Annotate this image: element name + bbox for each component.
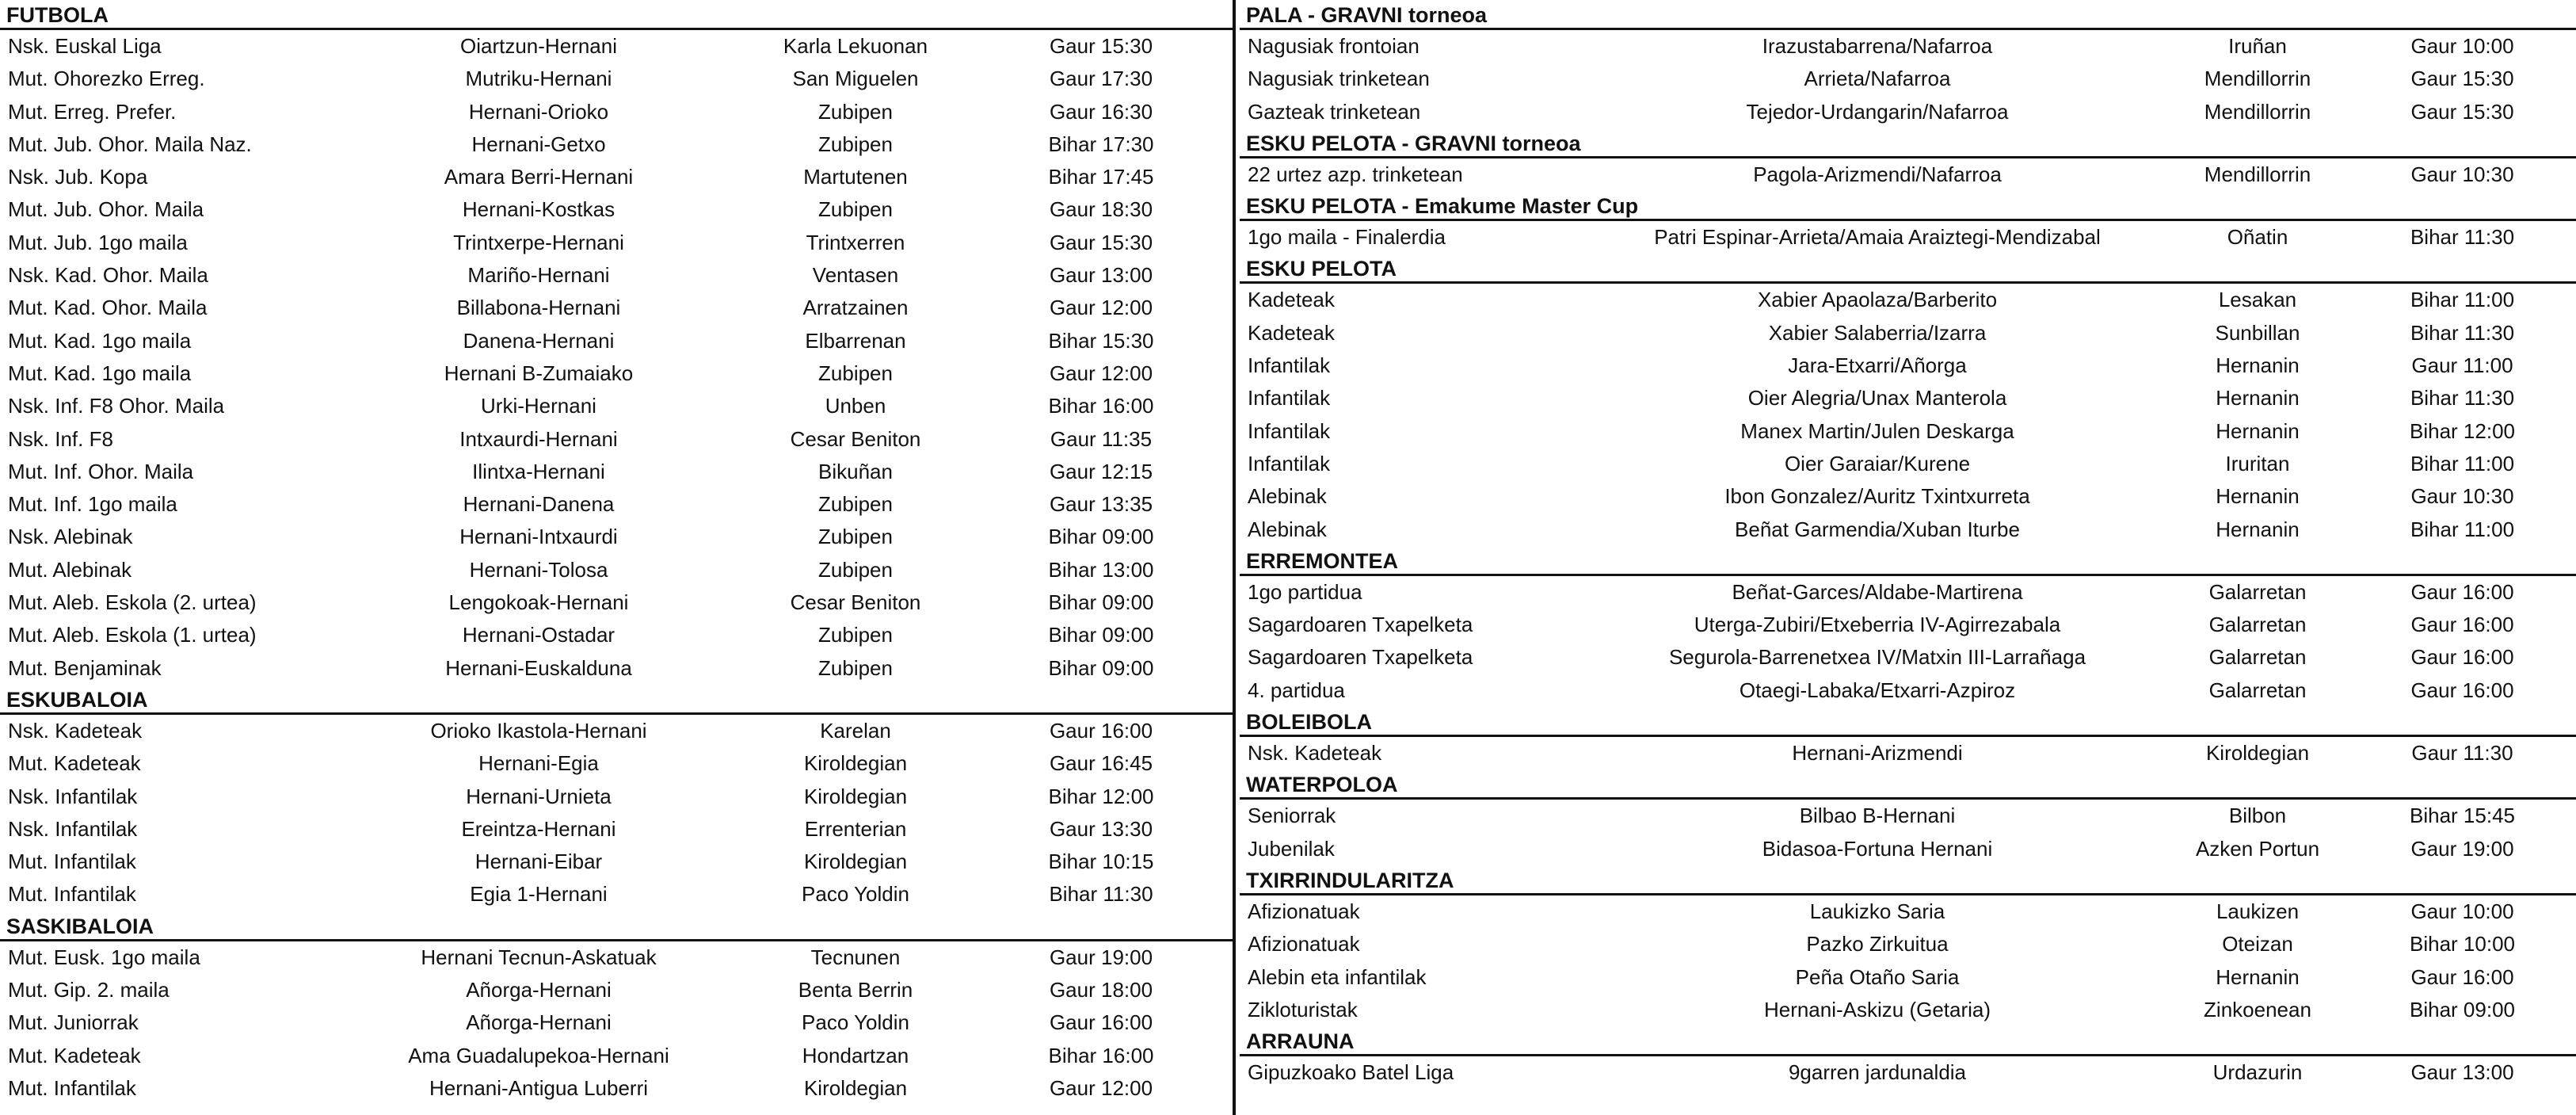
match-cell: Bilbao B-Hernani xyxy=(1799,804,1956,828)
time-cell: Gaur 15:30 xyxy=(2410,67,2514,91)
match-cell: Xabier Apaolaza/Barberito xyxy=(1757,288,1998,312)
time-cell: Gaur 10:00 xyxy=(2410,899,2514,923)
table-row xyxy=(0,1072,1233,1105)
venue-cell: Hondartzan xyxy=(802,1043,909,1067)
match-cell: Hernani-Kostkas xyxy=(462,197,615,222)
match-cell: Hernani B-Zumaiako xyxy=(444,361,634,385)
category-cell: Sagardoaren Txapelketa xyxy=(1248,613,1473,637)
category-cell: Mut. Aleb. Eskola (2. urtea) xyxy=(8,590,257,615)
table-row xyxy=(1240,448,2576,480)
venue-cell: Galarretan xyxy=(2208,645,2307,670)
venue-cell: Zubipen xyxy=(818,623,893,647)
category-cell: Nsk. Jub. Kopa xyxy=(8,165,148,189)
venue-cell: Galarretan xyxy=(2208,613,2307,637)
category-cell: Mut. Kad. 1go maila xyxy=(8,361,192,385)
match-cell: Añorga-Hernani xyxy=(466,978,612,1002)
venue-cell: Unben xyxy=(825,394,886,418)
match-cell: Hernani Tecnun-Askatuak xyxy=(421,945,657,969)
table-row xyxy=(0,357,1233,390)
category-cell: Nsk. Euskal Liga xyxy=(8,34,162,58)
section-heading-esku-pelota-gravni-torneoa: ESKU PELOTA - GRAVNI torneoa xyxy=(1240,128,2576,158)
time-cell: Bihar 09:00 xyxy=(1048,525,1154,549)
table-row xyxy=(0,781,1233,813)
time-cell: Gaur 12:15 xyxy=(1049,459,1153,483)
table-row xyxy=(0,941,1233,974)
category-cell: Mut. Infantilak xyxy=(8,1075,136,1100)
table-row xyxy=(1240,641,2576,674)
venue-cell: Bikuñan xyxy=(818,459,893,483)
time-cell: Gaur 10:30 xyxy=(2410,162,2514,186)
match-cell: Hernani-Askizu (Getaria) xyxy=(1763,997,1991,1021)
match-cell: Mariño-Hernani xyxy=(467,263,610,288)
match-cell: Egia 1-Hernani xyxy=(470,882,608,907)
match-cell: Hernani-Tolosa xyxy=(469,557,608,582)
time-cell: Gaur 16:30 xyxy=(1049,99,1153,124)
match-cell: Mutriku-Hernani xyxy=(465,67,612,91)
venue-cell: Hernanin xyxy=(2216,418,2300,443)
venue-cell: Hernanin xyxy=(2216,386,2300,410)
time-cell: Gaur 11:00 xyxy=(2411,353,2513,378)
category-cell: Afizionatuak xyxy=(1248,932,1360,957)
table-row xyxy=(0,456,1233,488)
time-cell: Gaur 15:30 xyxy=(1049,230,1153,254)
venue-cell: Zubipen xyxy=(818,132,893,156)
table-row xyxy=(1240,317,2576,349)
match-cell: Irazustabarrena/Nafarroa xyxy=(1762,34,1993,58)
table-row xyxy=(1240,928,2576,960)
section-heading-futbola: FUTBOLA xyxy=(0,0,1233,30)
category-cell: Infantilak xyxy=(1248,386,1331,410)
time-cell: Bihar 13:00 xyxy=(1048,557,1154,582)
time-cell: Gaur 10:00 xyxy=(2410,34,2514,58)
category-cell: Alebinak xyxy=(1248,517,1327,541)
table-row xyxy=(1240,800,2576,832)
match-cell: Segurola-Barrenetxea IV/Matxin III-Larrañaga xyxy=(1668,645,2086,670)
category-cell: Infantilak xyxy=(1248,353,1331,378)
match-cell: Hernani-Arizmendi xyxy=(1792,741,1963,766)
venue-cell: Sunbillan xyxy=(2215,320,2300,345)
match-cell: Lengokoak-Hernani xyxy=(448,590,629,615)
venue-cell: Zubipen xyxy=(818,525,893,549)
table-row xyxy=(0,813,1233,846)
category-cell: 4. partidua xyxy=(1248,678,1345,702)
match-cell: Hernani-Antigua Luberri xyxy=(429,1075,649,1100)
category-cell: Gazteak trinketean xyxy=(1248,99,1421,124)
table-row xyxy=(1240,994,2576,1026)
time-cell: Gaur 16:00 xyxy=(2410,645,2514,670)
venue-cell: Paco Yoldin xyxy=(802,1010,909,1035)
category-cell: Infantilak xyxy=(1248,451,1331,475)
match-cell: Xabier Salaberria/Izarra xyxy=(1768,320,1987,345)
time-cell: Bihar 10:00 xyxy=(2410,932,2515,957)
venue-cell: Ventasen xyxy=(812,263,899,288)
time-cell: Gaur 18:00 xyxy=(1049,978,1153,1002)
table-row xyxy=(0,554,1233,586)
category-cell: Nsk. Kadeteak xyxy=(1248,741,1382,766)
time-cell: Bihar 09:00 xyxy=(1048,623,1154,647)
table-row xyxy=(1240,833,2576,865)
venue-cell: Galarretan xyxy=(2208,678,2307,702)
time-cell: Bihar 11:30 xyxy=(2410,320,2515,345)
time-cell: Gaur 12:00 xyxy=(1049,296,1153,320)
table-row xyxy=(1240,284,2576,316)
table-row xyxy=(1240,480,2576,513)
venue-cell: Galarretan xyxy=(2208,579,2307,604)
left-column xyxy=(0,0,1233,1115)
table-row xyxy=(1240,514,2576,546)
category-cell: Mut. Jub. Ohor. Maila Naz. xyxy=(8,132,252,156)
table-row xyxy=(1240,221,2576,254)
category-cell: 1go maila - Finalerdia xyxy=(1248,225,1446,250)
venue-cell: Zubipen xyxy=(818,655,893,680)
time-cell: Gaur 18:30 xyxy=(1049,197,1153,222)
category-cell: Nsk. Kadeteak xyxy=(8,718,143,743)
venue-cell: Paco Yoldin xyxy=(802,882,909,907)
category-cell: Nsk. Kad. Ohor. Maila xyxy=(8,263,208,288)
table-row xyxy=(1240,96,2576,128)
section-heading-esku-pelota: ESKU PELOTA xyxy=(1240,254,2576,284)
table-row xyxy=(1240,63,2576,95)
venue-cell: Zinkoenean xyxy=(2204,997,2311,1021)
time-cell: Bihar 11:00 xyxy=(2410,517,2515,541)
table-row xyxy=(0,586,1233,619)
match-cell: Laukizko Saria xyxy=(1809,899,1945,923)
venue-cell: Karelan xyxy=(820,718,891,743)
time-cell: Gaur 10:30 xyxy=(2410,484,2514,509)
time-cell: Bihar 17:30 xyxy=(1048,132,1154,156)
section-heading-waterpoloa: WATERPOLOA xyxy=(1240,769,2576,800)
category-cell: Mut. Erreg. Prefer. xyxy=(8,99,177,124)
venue-cell: Oñatin xyxy=(2227,225,2288,250)
category-cell: Mut. Gip. 2. maila xyxy=(8,978,170,1002)
table-row xyxy=(1240,382,2576,414)
table-row xyxy=(0,423,1233,456)
table-row xyxy=(1240,158,2576,191)
venue-cell: Zubipen xyxy=(818,197,893,222)
table-row xyxy=(1240,609,2576,641)
venue-cell: Lesakan xyxy=(2218,288,2297,312)
match-cell: Hernani-Urnieta xyxy=(466,784,612,808)
table-row xyxy=(0,747,1233,780)
match-cell: Peña Otaño Saria xyxy=(1795,964,1960,989)
category-cell: Mut. Ohorezko Erreg. xyxy=(8,67,205,91)
category-cell: Zikloturistak xyxy=(1248,997,1358,1021)
match-cell: Billabona-Hernani xyxy=(456,296,621,320)
category-cell: Kadeteak xyxy=(1248,288,1335,312)
match-cell: Intxaurdi-Hernani xyxy=(459,426,618,451)
venue-cell: Iruñan xyxy=(2228,34,2287,58)
category-cell: Mut. Infantilak xyxy=(8,850,136,874)
table-row xyxy=(0,128,1233,161)
table-row xyxy=(0,846,1233,878)
venue-cell: Trintxerren xyxy=(806,230,905,254)
time-cell: Bihar 11:30 xyxy=(2410,225,2515,250)
section-heading-pala-gravni-torneoa: PALA - GRAVNI torneoa xyxy=(1240,0,2576,30)
category-cell: Nsk. Inf. F8 Ohor. Maila xyxy=(8,394,225,418)
venue-cell: Iruritan xyxy=(2225,451,2290,475)
time-cell: Gaur 11:35 xyxy=(1050,426,1153,451)
time-cell: Gaur 11:30 xyxy=(2411,741,2513,766)
venue-cell: San Miguelen xyxy=(792,67,919,91)
time-cell: Gaur 13:00 xyxy=(1049,263,1153,288)
category-cell: Alebinak xyxy=(1248,484,1327,509)
time-cell: Gaur 15:30 xyxy=(2410,99,2514,124)
table-row xyxy=(0,619,1233,651)
match-cell: Oier Alegria/Unax Manterola xyxy=(1747,386,2007,410)
table-row xyxy=(0,193,1233,226)
venue-cell: Urdazurin xyxy=(2212,1060,2303,1085)
category-cell: Kadeteak xyxy=(1248,320,1335,345)
time-cell: Bihar 10:15 xyxy=(1048,850,1154,874)
category-cell: Mut. Jub. Ohor. Maila xyxy=(8,197,204,222)
category-cell: Afizionatuak xyxy=(1248,899,1360,923)
category-cell: 1go partidua xyxy=(1248,579,1362,604)
venue-cell: Zubipen xyxy=(818,361,893,385)
time-cell: Gaur 13:30 xyxy=(1049,816,1153,841)
table-row xyxy=(0,292,1233,324)
venue-cell: Kiroldegian xyxy=(803,784,908,808)
venue-cell: Zubipen xyxy=(818,557,893,582)
time-cell: Gaur 12:00 xyxy=(1049,1075,1153,1100)
match-cell: Hernani-Orioko xyxy=(468,99,609,124)
venue-cell: Karla Lekuonan xyxy=(783,34,928,58)
venue-cell: Errenterian xyxy=(804,816,907,841)
table-row xyxy=(1240,349,2576,382)
venue-cell: Tecnunen xyxy=(810,945,901,969)
venue-cell: Mendillorrin xyxy=(2204,99,2311,124)
category-cell: Mut. Jub. 1go maila xyxy=(8,230,188,254)
table-row xyxy=(1240,674,2576,707)
table-row xyxy=(0,715,1233,747)
time-cell: Bihar 16:00 xyxy=(1048,1043,1154,1067)
match-cell: Bidasoa-Fortuna Hernani xyxy=(1762,836,1993,861)
table-row xyxy=(0,259,1233,292)
category-cell: Mut. Eusk. 1go maila xyxy=(8,945,200,969)
section-heading-saskibaloia: SASKIBALOIA xyxy=(0,911,1233,941)
match-cell: Urki-Hernani xyxy=(481,394,596,418)
match-cell: 9garren jardunaldia xyxy=(1788,1060,1967,1085)
table-row xyxy=(0,96,1233,128)
category-cell: Alebin eta infantilak xyxy=(1248,964,1427,989)
match-cell: Hernani-Intxaurdi xyxy=(459,525,618,549)
match-cell: Manex Martin/Julen Deskarga xyxy=(1740,418,2014,443)
table-row xyxy=(1240,737,2576,769)
category-cell: Nagusiak trinketean xyxy=(1248,67,1430,91)
category-cell: Mut. Benjaminak xyxy=(8,655,162,680)
match-cell: Hernani-Euskalduna xyxy=(445,655,632,680)
match-cell: Uterga-Zubiri/Etxeberria IV-Agirrezabala xyxy=(1694,613,2061,637)
category-cell: Mut. Kad. Ohor. Maila xyxy=(8,296,208,320)
category-cell: Jubenilak xyxy=(1248,836,1335,861)
time-cell: Gaur 16:00 xyxy=(2410,678,2514,702)
category-cell: Gipuzkoako Batel Liga xyxy=(1248,1060,1454,1085)
table-row xyxy=(0,390,1233,422)
match-cell: Oier Garaiar/Kurene xyxy=(1784,451,1971,475)
section-heading-eskubaloia: ESKUBALOIA xyxy=(0,685,1233,715)
match-cell: Pazko Zirkuitua xyxy=(1806,932,1949,957)
venue-cell: Hernanin xyxy=(2216,353,2300,378)
venue-cell: Hernanin xyxy=(2216,484,2300,509)
category-cell: Nsk. Inf. F8 xyxy=(8,426,113,451)
time-cell: Bihar 11:00 xyxy=(2410,288,2515,312)
table-row xyxy=(0,30,1233,63)
category-cell: Mut. Kad. 1go maila xyxy=(8,328,192,353)
match-cell: Añorga-Hernani xyxy=(466,1010,612,1035)
time-cell: Bihar 15:45 xyxy=(2410,804,2515,828)
time-cell: Gaur 19:00 xyxy=(2410,836,2514,861)
category-cell: Seniorrak xyxy=(1248,804,1336,828)
match-cell: Orioko Ikastola-Hernani xyxy=(430,718,647,743)
table-row xyxy=(0,521,1233,553)
section-heading-boleibola: BOLEIBOLA xyxy=(1240,707,2576,737)
time-cell: Bihar 16:00 xyxy=(1048,394,1154,418)
match-cell: Oiartzun-Hernani xyxy=(460,34,617,58)
venue-cell: Laukizen xyxy=(2216,899,2300,923)
venue-cell: Azken Portun xyxy=(2195,836,2320,861)
table-row xyxy=(1240,576,2576,609)
table-row xyxy=(0,325,1233,357)
table-row xyxy=(0,1006,1233,1039)
time-cell: Bihar 09:00 xyxy=(1048,590,1154,615)
venue-cell: Martutenen xyxy=(803,165,908,189)
time-cell: Bihar 15:30 xyxy=(1048,328,1154,353)
category-cell: 22 urtez azp. trinketean xyxy=(1248,162,1463,186)
table-row xyxy=(0,974,1233,1006)
time-cell: Bihar 11:30 xyxy=(1049,882,1153,907)
time-cell: Gaur 16:00 xyxy=(1049,718,1153,743)
category-cell: Nsk. Infantilak xyxy=(8,784,138,808)
match-cell: Ama Guadalupekoa-Hernani xyxy=(408,1043,669,1067)
match-cell: Ibon Gonzalez/Auritz Txintxurreta xyxy=(1724,484,2030,509)
table-row xyxy=(0,63,1233,95)
table-row xyxy=(0,227,1233,259)
venue-cell: Mendillorrin xyxy=(2204,67,2311,91)
category-cell: Sagardoaren Txapelketa xyxy=(1248,645,1473,670)
time-cell: Gaur 16:45 xyxy=(1049,751,1153,776)
match-cell: Hernani-Getxo xyxy=(471,132,606,156)
time-cell: Gaur 16:00 xyxy=(2410,964,2514,989)
category-cell: Mut. Kadeteak xyxy=(8,1043,141,1067)
table-row xyxy=(0,488,1233,521)
venue-cell: Elbarrenan xyxy=(805,328,906,353)
column-divider xyxy=(1233,0,1236,1115)
match-cell: Jara-Etxarri/Añorga xyxy=(1788,353,1967,378)
match-cell: Amara Berri-Hernani xyxy=(444,165,634,189)
section-heading-esku-pelota-emakume-master-cup: ESKU PELOTA - Emakume Master Cup xyxy=(1240,191,2576,221)
category-cell: Mut. Aleb. Eskola (1. urtea) xyxy=(8,623,257,647)
section-heading-erremontea: ERREMONTEA xyxy=(1240,546,2576,576)
time-cell: Gaur 12:00 xyxy=(1049,361,1153,385)
time-cell: Bihar 09:00 xyxy=(2410,997,2515,1021)
table-row xyxy=(0,1040,1233,1072)
venue-cell: Mendillorrin xyxy=(2204,162,2311,186)
time-cell: Gaur 16:00 xyxy=(1049,1010,1153,1035)
category-cell: Infantilak xyxy=(1248,418,1331,443)
venue-cell: Kiroldegian xyxy=(2205,741,2310,766)
section-heading-txirrindularitza: TXIRRINDULARITZA xyxy=(1240,865,2576,895)
category-cell: Nsk. Alebinak xyxy=(8,525,133,549)
right-column xyxy=(1240,0,2576,1115)
category-cell: Nagusiak frontoian xyxy=(1248,34,1419,58)
time-cell: Bihar 17:45 xyxy=(1048,165,1154,189)
match-cell: Beñat-Garces/Aldabe-Martirena xyxy=(1732,579,2023,604)
venue-cell: Bilbon xyxy=(2228,804,2287,828)
section-heading-arrauna: ARRAUNA xyxy=(1240,1026,2576,1056)
time-cell: Bihar 09:00 xyxy=(1048,655,1154,680)
match-cell: Tejedor-Urdangarin/Nafarroa xyxy=(1746,99,2009,124)
match-cell: Pagola-Arizmendi/Nafarroa xyxy=(1753,162,2002,186)
time-cell: Gaur 13:35 xyxy=(1049,492,1153,517)
venue-cell: Cesar Beniton xyxy=(790,590,921,615)
table-row xyxy=(0,161,1233,193)
category-cell: Mut. Infantilak xyxy=(8,882,136,907)
venue-cell: Hernanin xyxy=(2216,964,2300,989)
time-cell: Gaur 15:30 xyxy=(1049,34,1153,58)
match-cell: Ilintxa-Hernani xyxy=(472,459,605,483)
table-row xyxy=(1240,30,2576,63)
venue-cell: Zubipen xyxy=(818,492,893,517)
time-cell: Bihar 11:00 xyxy=(2410,451,2515,475)
match-cell: Danena-Hernani xyxy=(463,328,615,353)
table-row xyxy=(0,652,1233,685)
match-cell: Hernani-Ostadar xyxy=(462,623,615,647)
time-cell: Gaur 13:00 xyxy=(2410,1060,2514,1085)
time-cell: Gaur 16:00 xyxy=(2410,613,2514,637)
time-cell: Gaur 19:00 xyxy=(1049,945,1153,969)
match-cell: Hernani-Eibar xyxy=(474,850,603,874)
category-cell: Mut. Inf. Ohor. Maila xyxy=(8,459,194,483)
table-row xyxy=(0,878,1233,911)
category-cell: Mut. Alebinak xyxy=(8,557,132,582)
table-row xyxy=(1240,415,2576,448)
match-cell: Patri Espinar-Arrieta/Amaia Araiztegi-Mendizabal xyxy=(1654,225,2101,250)
category-cell: Mut. Juniorrak xyxy=(8,1010,139,1035)
venue-cell: Kiroldegian xyxy=(803,850,908,874)
time-cell: Bihar 11:30 xyxy=(2410,386,2515,410)
match-cell: Hernani-Danena xyxy=(463,492,615,517)
time-cell: Bihar 12:00 xyxy=(1048,784,1154,808)
match-cell: Ereintza-Hernani xyxy=(461,816,616,841)
venue-cell: Cesar Beniton xyxy=(790,426,921,451)
time-cell: Bihar 12:00 xyxy=(2410,418,2515,443)
match-cell: Trintxerpe-Hernani xyxy=(453,230,624,254)
venue-cell: Oteizan xyxy=(2222,932,2293,957)
time-cell: Gaur 16:00 xyxy=(2410,579,2514,604)
category-cell: Nsk. Infantilak xyxy=(8,816,138,841)
venue-cell: Arratzainen xyxy=(802,296,909,320)
table-row xyxy=(1240,895,2576,928)
table-row xyxy=(1240,1056,2576,1089)
venue-cell: Benta Berrin xyxy=(798,978,913,1002)
venue-cell: Hernanin xyxy=(2216,517,2300,541)
venue-cell: Zubipen xyxy=(818,99,893,124)
match-cell: Beñat Garmendia/Xuban Iturbe xyxy=(1735,517,2020,541)
category-cell: Mut. Inf. 1go maila xyxy=(8,492,177,517)
match-cell: Hernani-Egia xyxy=(478,751,599,776)
match-cell: Otaegi-Labaka/Etxarri-Azpiroz xyxy=(1739,678,2016,702)
category-cell: Mut. Kadeteak xyxy=(8,751,141,776)
table-row xyxy=(1240,961,2576,994)
venue-cell: Kiroldegian xyxy=(803,1075,908,1100)
match-cell: Arrieta/Nafarroa xyxy=(1804,67,1951,91)
venue-cell: Kiroldegian xyxy=(803,751,908,776)
time-cell: Gaur 17:30 xyxy=(1049,67,1153,91)
